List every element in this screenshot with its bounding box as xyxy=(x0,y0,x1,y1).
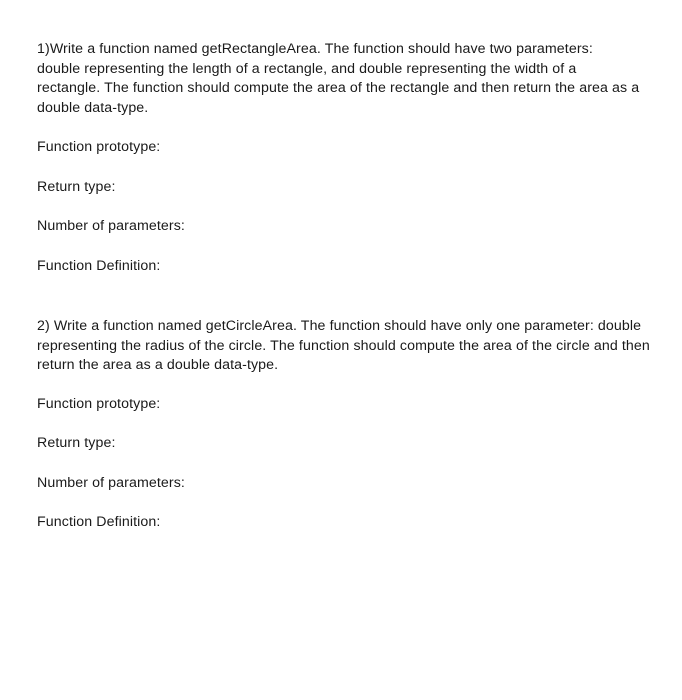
question-1-return-type-label: Return type: xyxy=(37,178,116,195)
question-1-function-definition-label: Function Definition: xyxy=(37,257,161,274)
question-2-prompt: 2) Write a function named getCircleArea. The function should have only one parameter: double representing the radius of the circle. The function should compute the area of the circle and then return the area as a double data-type. xyxy=(37,318,650,373)
question-1 xyxy=(37,40,677,276)
question-2-function-definition-label: Function Definition: xyxy=(37,514,161,530)
question-2 xyxy=(37,317,677,533)
question-2-function-prototype-label: Function prototype: xyxy=(37,395,161,412)
question-2-number-of-parameters-label: Number of parameters: xyxy=(37,474,185,491)
question-1-prompt: 1)Write a function named getRectangleArea. The function should have two parameters: double representing the length of a rectangle, and double representing the width of a rectangle. The function should compute the area of the rectangle and then return the area as a double data-type. xyxy=(37,41,640,116)
question-1-function-prototype-label: Function prototype: xyxy=(37,139,161,155)
question-2-return-type-label: Return type: xyxy=(37,435,116,451)
question-1-number-of-parameters-label: Number of parameters: xyxy=(37,218,185,234)
